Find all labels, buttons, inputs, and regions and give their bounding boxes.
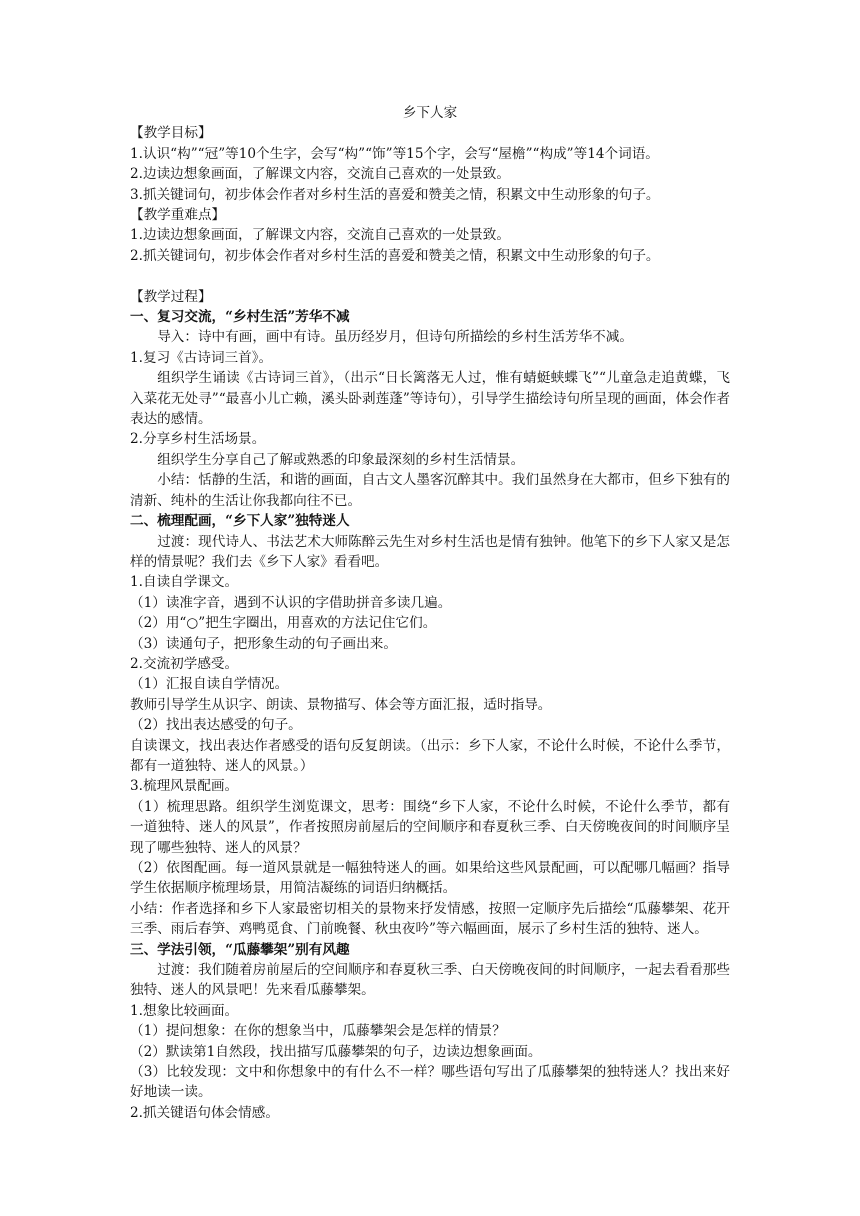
- paragraph: （1）读准字音，遇到不认识的字借助拼音多读几遍。: [130, 594, 452, 611]
- paragraph: 导入：诗中有画，画中有诗。虽历经岁月，但诗句所描绘的乡村生活芳华不减。: [157, 329, 633, 346]
- paragraph: 组织学生诵读《古诗词三首》，（出示“日长篱落无人过，惟有蜻蜓蛱蝶飞”“儿童急走追黄蝶，飞入菜花无处寻”“最喜小儿亡赖，溪头卧剥莲蓬”等诗句），引导学生描绘诗句所呈现的画面，体会作者表达的感情。: [130, 370, 730, 428]
- paragraph: 2.交流初学感受。: [130, 655, 239, 672]
- section-heading: 二、梳理配画，“乡下人家”独特迷人: [130, 513, 350, 530]
- paragraph: （2）默读第1自然段，找出描写瓜藤攀架的句子，边读边想象画面。: [130, 1043, 542, 1060]
- paragraph: （3）读通句子，把形象生动的句子画出来。: [130, 635, 397, 652]
- paragraph: 过渡：现代诗人、书法艺术大师陈醉云先生对乡村生活也是情有独钟。他笔下的乡下人家又是怎样的情景呢？我们去《乡下人家》看看吧。: [130, 533, 730, 570]
- paragraph: （2）找出表达感受的句子。: [130, 717, 302, 734]
- paragraph: 2.边读边想象画面，了解课文内容，交流自己喜欢的一处景致。: [130, 166, 510, 183]
- paragraph: 组织学生分享自己了解或熟悉的印象最深刻的乡村生活情景。: [157, 451, 525, 468]
- blank-line: [130, 266, 730, 286]
- paragraph: 2.分享乡村生活场景。: [130, 431, 266, 448]
- paragraph: 过渡：我们随着房前屋后的空间顺序和春夏秋三季、白天傍晚夜间的时间顺序，一起去看看那些独特、迷人的风景吧！先来看瓜藤攀架。: [130, 962, 730, 999]
- paragraph: （2）用“○”把生字圈出，用喜欢的方法记住它们。: [130, 615, 437, 632]
- paragraph: 自读课文，找出表达作者感受的语句反复朗读。（出示：乡下人家，不论什么时候，不论什么季节，都有一道独特、迷人的风景。）: [130, 737, 730, 774]
- paragraph: （2）依图配画。每一道风景就是一幅独特迷人的画。如果给这些风景配画，可以配哪几幅画？指导学生依据顺序梳理场景，用简洁凝练的词语归纳概括。: [130, 860, 730, 897]
- paragraph: （1）梳理思路。组织学生浏览课文，思考：围绕“乡下人家，不论什么时候，不论什么季节，都有一道独特、迷人的风景”，作者按照房前屋后的空间顺序和春夏秋三季、白天傍晚夜间的时间顺序呈现了哪些独特、迷人的风景？: [130, 798, 730, 856]
- paragraph: 1.复习《古诗词三首》。: [130, 349, 273, 366]
- document-page: [130, 103, 730, 1123]
- document-title: 乡下人家: [402, 105, 458, 121]
- paragraph: 教师引导学生从识字、朗读、景物描写、体会等方面汇报，适时指导。: [130, 696, 552, 713]
- paragraph: 【教学目标】: [130, 125, 212, 142]
- paragraph: （1）汇报自读自学情况。: [130, 676, 289, 693]
- paragraph: 【教学重难点】: [130, 207, 226, 224]
- paragraph: 1.自读自学课文。: [130, 574, 239, 591]
- section-heading: 三、学法引领，“瓜藤攀架”别有风趣: [130, 941, 350, 958]
- paragraph: （3）比较发现：文中和你想象中的有什么不一样？哪些语句写出了瓜藤攀架的独特迷人？找出来好好地读一读。: [130, 1064, 730, 1101]
- paragraph: 小结：作者选择和乡下人家最密切相关的景物来抒发情感，按照一定顺序先后描绘“瓜藤攀架、花开三季、雨后春笋、鸡鸭觅食、门前晚餐、秋虫夜吟”等六幅画面，展示了乡村生活的独特、迷人。: [130, 900, 730, 938]
- document-body: [130, 123, 730, 1123]
- section-heading: 一、复习交流，“乡村生活”芳华不减: [130, 309, 350, 326]
- paragraph: 3.抓关键词句，初步体会作者对乡村生活的喜爱和赞美之情，积累文中生动形象的句子。: [130, 186, 660, 203]
- paragraph: 3.梳理风景配画。: [130, 778, 239, 795]
- paragraph: 小结：恬静的生活，和谐的画面，自古文人墨客沉醉其中。我们虽然身在大都市，但乡下独有的清新、纯朴的生活让你我都向往不已。: [130, 472, 730, 509]
- paragraph: 1.想象比较画面。: [130, 1002, 239, 1019]
- paragraph: （1）提问想象：在你的想象当中，瓜藤攀架会是怎样的情景？: [130, 1023, 506, 1040]
- paragraph: 1.边读边想象画面，了解课文内容，交流自己喜欢的一处景致。: [130, 227, 510, 244]
- paragraph: 【教学过程】: [130, 288, 212, 305]
- paragraph: 2.抓关键语句体会情感。: [130, 1104, 279, 1121]
- paragraph: 1.认识“构”“冠”等10个生字，会写“构”“饰”等15个字，会写“屋檐”“构成”等14个词语。: [130, 145, 659, 162]
- paragraph: 2.抓关键词句，初步体会作者对乡村生活的喜爱和赞美之情，积累文中生动形象的句子。: [130, 247, 660, 264]
